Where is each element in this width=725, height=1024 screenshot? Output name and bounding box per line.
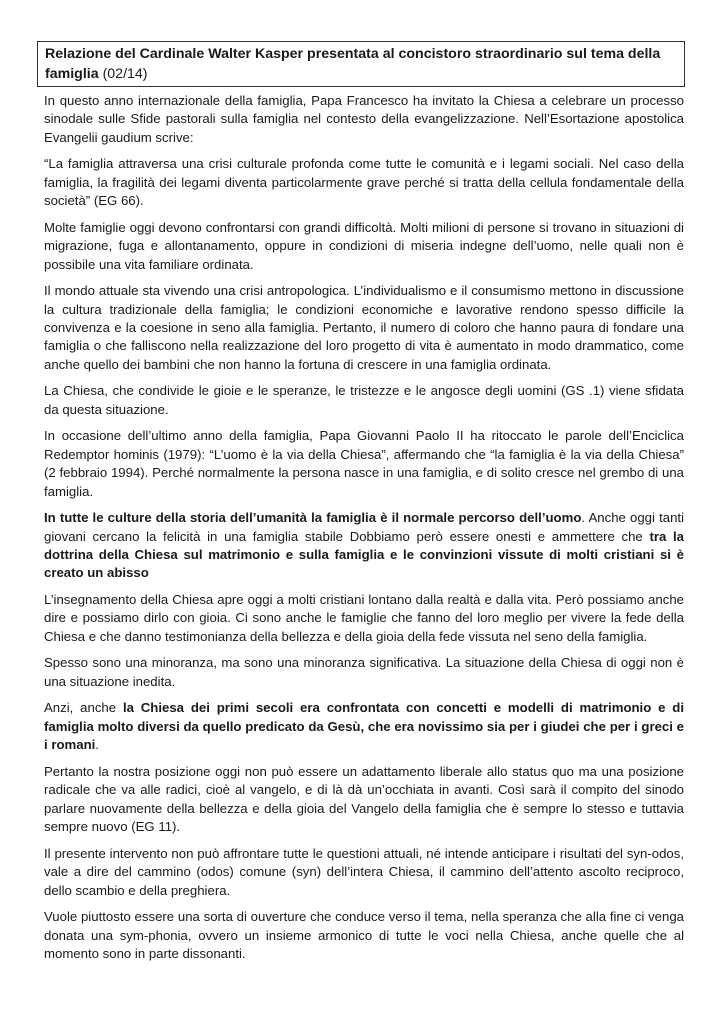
paragraph-text: Spesso sono una minoranza, ma sono una minoranza significativa. La situazione della Chiesa di oggi non è una situazione inedita. xyxy=(44,655,684,689)
document-title-box xyxy=(37,41,685,87)
paragraph-text: “La famiglia attraversa una crisi culturale profonda come tutte le comunità e i legami sociali. Nel caso della famiglia, la fragilità dei legami diventa particolarmente grave perché si tratta della cellula fondamentale della società” (EG 66). xyxy=(44,156,684,209)
paragraph-bold-text: In tutte le culture della storia dell’umanità la famiglia è il normale percorso dell’uomo xyxy=(44,510,582,526)
paragraph-text: L’insegnamento della Chiesa apre oggi a molti cristiani lontano dalla realtà e dalla vita. Però possiamo anche dire e possiamo dirlo con gioia. Ci sono anche le famiglie che fanno del loro meglio per vivere la fede della Chiesa e che danno testimonianza della bellezza e della gioia della fede vissuta nel seno della famiglia. xyxy=(44,592,684,644)
paragraph-text: . xyxy=(95,737,99,753)
paragraph-text: Molte famiglie oggi devono confrontarsi con grandi difficoltà. Molti milioni di persone si trovano in situazioni di migrazione, fuga e allontanamento, oppure in condizioni di miseria indegne dell’uomo, nelle quali non è possibile una vita familiare ordinata. xyxy=(44,219,684,272)
paragraph-5 xyxy=(44,382,684,419)
paragraph-2 xyxy=(44,155,684,210)
document-title: Relazione del Cardinale Walter Kasper presentata al concistoro straordinario sul tema della famiglia xyxy=(45,46,661,82)
paragraph-text: In questo anno internazionale della famiglia, Papa Francesco ha invitato la Chiesa a celebrare un processo sinodale sulle Sfide pastorali sulla famiglia nel contesto della evangelizzazione. Nell’Esortazione apostolica Evangelii gaudium scrive: xyxy=(44,93,684,145)
document-body xyxy=(44,92,684,972)
paragraph-13 xyxy=(44,908,684,963)
paragraph-text: Anzi, anche xyxy=(44,700,123,716)
paragraph-text: Il presente intervento non può affrontare tutte le questioni attuali, né intende anticipare i risultati del syn-odos, vale a dire del cammino (odos) comune (syn) dell’intera Chiesa, il cammino dell’attento ascolto reciproco, dello scambio e della preghiera. xyxy=(44,845,684,898)
paragraph-3 xyxy=(44,219,684,274)
paragraph-4 xyxy=(44,282,684,374)
paragraph-1 xyxy=(44,92,684,147)
paragraph-text: Il mondo attuale sta vivendo una crisi antropologica. L’individualismo e il consumismo mettono in discussione la cultura tradizionale della famiglia; le condizioni economiche e lavorative rendono spesso difficile la convivenza e la coesione in seno alla famiglia. Pertanto, il numero di coloro che hanno paura di fondare una famiglia o che falliscono nella realizzazione del loro progetto di vita è aumentato in modo drammatico, come anche quello dei bambini che non hanno la fortuna di crescere in una famiglia ordinata. xyxy=(44,283,684,372)
paragraph-9 xyxy=(44,654,684,691)
document-date: (02/14) xyxy=(98,66,148,82)
paragraph-bold-text: la Chiesa dei primi secoli era confrontata con concetti e modelli di matrimonio e di famiglia molto diversi da quello predicato da Gesù, che era novissimo sia per i giudei che per i greci e i romani xyxy=(44,700,685,753)
paragraph-11 xyxy=(44,763,684,837)
paragraph-10 xyxy=(44,699,684,754)
paragraph-12 xyxy=(44,845,684,900)
paragraph-text: . Anche oggi tanti giovani cercano la felicità in una famiglia stabile Dobbiamo però essere onesti e ammettere che xyxy=(44,510,684,544)
paragraph-7 xyxy=(44,509,684,583)
paragraph-8 xyxy=(44,591,684,646)
paragraph-6 xyxy=(44,427,684,501)
paragraph-text: La Chiesa, che condivide le gioie e le speranze, le tristezze e le angosce degli uomini (GS .1) viene sfidata da questa situazione. xyxy=(44,383,684,417)
paragraph-text: Vuole piuttosto essere una sorta di ouverture che conduce verso il tema, nella speranza che alla fine ci venga donata una sym-phonia, ovvero un insieme armonico di tutte le voci nella Chiesa, anche quelle che al momento sono in parte dissonanti. xyxy=(44,909,684,961)
paragraph-text: Pertanto la nostra posizione oggi non può essere un adattamento liberale allo status quo ma una posizione radicale che va alle radici, cioè al vangelo, e di là dà un’occhiata in avanti. Così sarà il compito del sinodo parlare nuovamente della bellezza e della gioia del Vangelo della famiglia che è sempre lo stesso e tuttavia sempre nuovo (EG 11). xyxy=(44,763,684,835)
paragraph-bold-text: tra la dottrina della Chiesa sul matrimonio e sulla famiglia e le convinzioni vissute di molti cristiani si è creato un abisso xyxy=(44,528,684,581)
paragraph-text: In occasione dell’ultimo anno della famiglia, Papa Giovanni Paolo II ha ritoccato le parole dell’Enciclica Redemptor hominis (1979): “L’uomo è la via della Chiesa”, affermando che “la famiglia è la via della Chiesa” (2 febbraio 1994). Perché normalmente la persona nasce in una famiglia, e di solito cresce nel grembo di una famiglia. xyxy=(44,428,684,499)
